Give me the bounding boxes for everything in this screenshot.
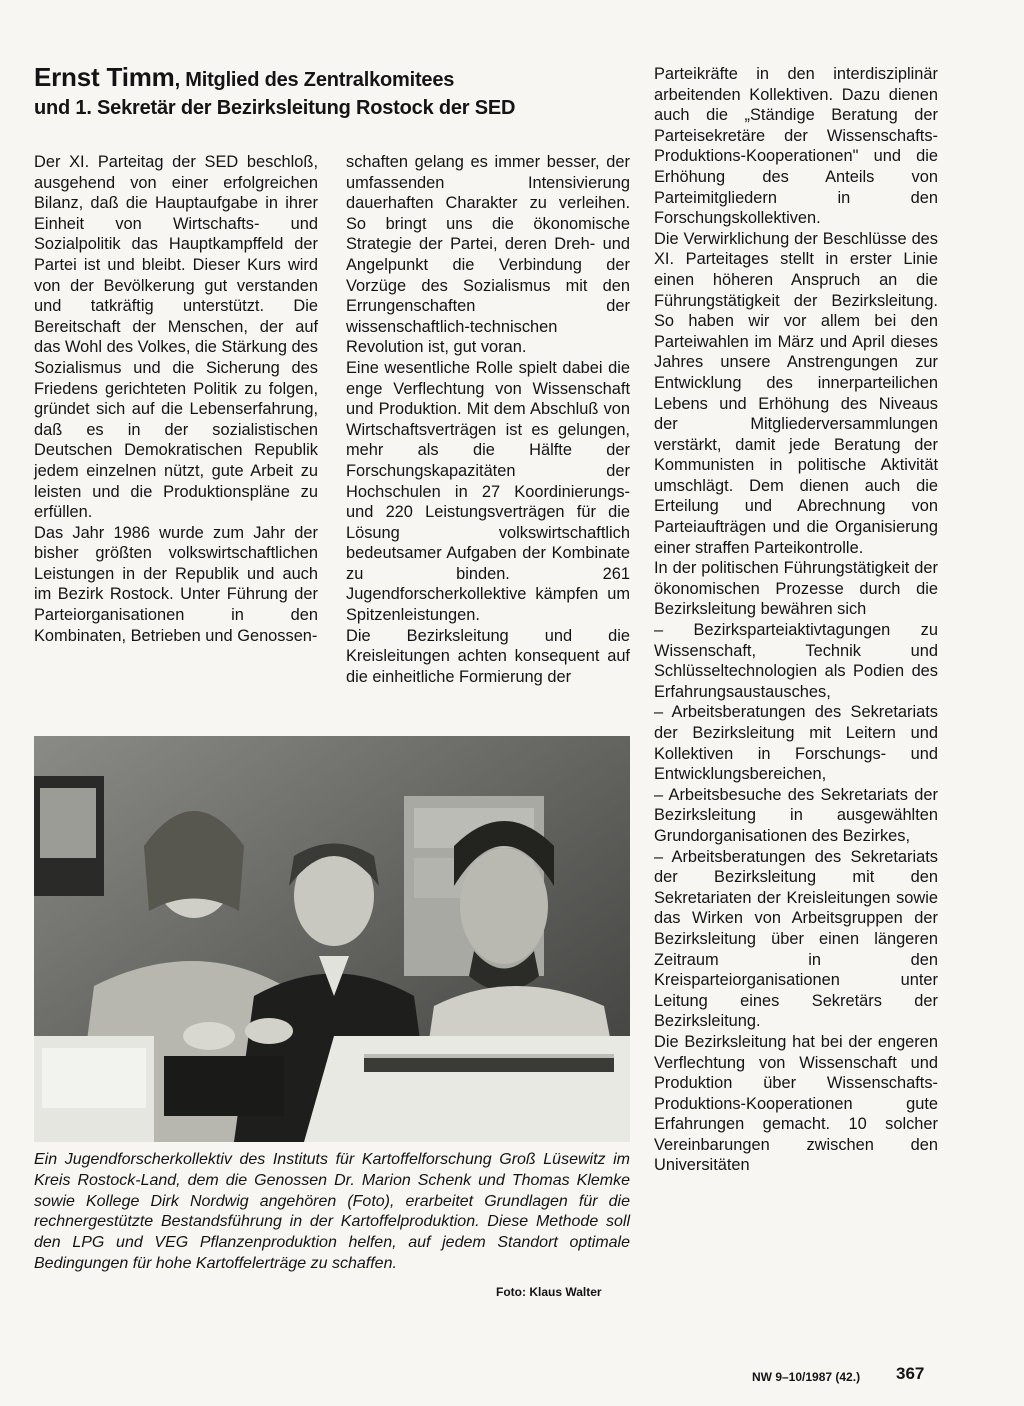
list-item: – Arbeitsbesuche des Sekretariats der Bezirksleitung in ausgewählten Grundorganisationen des Bezirkes, <box>654 785 938 845</box>
list-item: – Bezirksparteiaktivtagungen zu Wissenschaft, Technik und Schlüsseltechnologien als Podien des Erfahrungsaustausches, <box>654 621 938 701</box>
photo-illustration <box>34 736 630 1142</box>
list-item: – Arbeitsberatungen des Sekretariats der Bezirksleitung mit Leitern und Kollektiven in Forschungs- und Entwicklungsbereichen, <box>654 703 938 784</box>
article-headline <box>34 64 624 121</box>
photo-credit: Foto: Klaus Walter <box>496 1285 602 1299</box>
paragraph: Eine wesentliche Rolle spielt dabei die enge Verflechtung von Wissenschaft und Produktion. Mit dem Abschluß von Wirtschaftsverträgen ist es gelungen, mehr als die Hälfte der Forschungskapazitäten der Hochschulen in 27 Koordinierungs- und 220 Leistungsverträgen für die Lösung volkswirtschaftlich bedeutsamer Aufgaben der Kombinate zu binden. 261 Jugendforscherkollektive kämpfen um Spitzenleistungen. <box>346 358 630 625</box>
paragraph: schaften gelang es immer besser, der umfassenden Intensivierung dauerhaften Charakter zu verleihen. So bringt uns die ökonomische Strategie der Partei, deren Dreh- und Angelpunkt die Verbindung der Vorzüge des Sozialismus mit den Errungenschaften der wissenschaftlich-technischen Revolution ist, gut voran. <box>346 153 630 357</box>
author-role-line2: und 1. Sekretär der Bezirksleitung Rostock der SED <box>34 97 516 119</box>
text-column-2 <box>346 152 630 687</box>
text-column-1 <box>34 152 318 646</box>
paragraph: Das Jahr 1986 wurde zum Jahr der bisher größten volkswirtschaftlichen Leistungen in der Republik und auch im Bezirk Rostock. Unter Führung der Parteiorganisationen in den Kombinaten, Betrieben und Genossen- <box>34 523 318 645</box>
text-column-3 <box>654 64 938 1176</box>
paragraph: Der XI. Parteitag der SED beschloß, ausgehend von einer erfolgreichen Bilanz, daß die Hauptaufgabe in ihrer Einheit von Wirtschafts- und Sozialpolitik das Hauptkampffeld der Partei ist und bleibt. Dieser Kurs wird von der Bevölkerung gut verstanden und tatkräftig unterstützt. Die Bereitschaft der Menschen, der auf das Wohl des Volkes, die Stärkung des Sozialismus und die Sicherung des Friedens gerichteten Politik zu folgen, gründet sich auf die Lebenserfahrung, daß es in der sozialistischen Deutschen Demokratischen Republik jedem einzelnen nützt, gute Arbeit zu leisten und die Produktionspläne zu erfüllen. <box>34 153 318 522</box>
list-item: – Arbeitsberatungen des Sekretariats der Bezirksleitung mit den Sekretariaten der Kreisleitungen sowie das Wirken von Arbeitsgruppen der Bezirksleitung über einen längeren Zeitraum in den Kreisparteiorganisationen unter Leitung eines Sekretärs der Bezirksleitung. <box>654 847 938 1031</box>
caption-text: Ein Jugendforscherkollektiv des Instituts für Kartoffelforschung Groß Lüsewitz im Kreis Rostock-Land, dem die Genossen Dr. Marion Schenk und Thomas Klemke sowie Kollege Dirk Nordwig angehören (Foto), erarbeitet Grundlagen für die rechnergestützte Bestandsführung in der Kartoffelproduktion. Diese Methode soll den LPG und VEG Pflanzenproduktion helfen, auf jedem Standort optimale Bedingungen für hohe Kartoffelerträge zu schaffen. <box>34 1151 630 1272</box>
author-name: Ernst Timm <box>34 62 175 92</box>
author-role: , Mitglied des Zentralkomitees <box>174 69 455 91</box>
paragraph: Die Verwirklichung der Beschlüsse des XI. Parteitages stellt in erster Linie einen höheren Anspruch an die Führungstätigkeit der Bezirksleitung. So haben wir vor allem bei den Parteiwahlen im März und April dieses Jahres unsere Anstrengungen zur Entwicklung des innerparteilichen Lebens und Erhöhung des Niveaus der Mitgliederversammlungen verstärkt, damit jede Beratung der Kommunisten in politische Aktivität umschlägt. Dem dienen auch die Erteilung und Abrechnung von Parteiaufträgen und die Organisierung einer straffen Parteikontrolle. <box>654 229 938 557</box>
page-number: 367 <box>896 1364 925 1383</box>
paragraph: Die Bezirksleitung hat bei der engeren Verflechtung von Wissenschaft und Produktion über Wissenschafts-Produktions-Kooperationen gute Erfahrungen gemacht. 10 solcher Vereinbarungen zwischen den Universitäten <box>654 1032 938 1175</box>
article-photo <box>34 736 630 1142</box>
paragraph: In der politischen Führungstätigkeit der ökonomischen Prozesse durch die Bezirksleitung bewähren sich <box>654 559 938 619</box>
issue-reference: NW 9–10/1987 (42.) <box>752 1370 861 1384</box>
paragraph: Parteikräfte in den interdisziplinär arbeitenden Kollektiven. Dazu dienen auch die „Ständige Beratung der Parteisekretäre der Wissenschafts-Produktions-Kooperationen" und die Erhöhung des Anteils von Parteimitgliedern in den Forschungskollektiven. <box>654 65 938 228</box>
photo-caption <box>34 1150 630 1275</box>
paragraph: Die Bezirksleitung und die Kreisleitungen achten konsequent auf die einheitliche Formierung der <box>346 626 630 686</box>
